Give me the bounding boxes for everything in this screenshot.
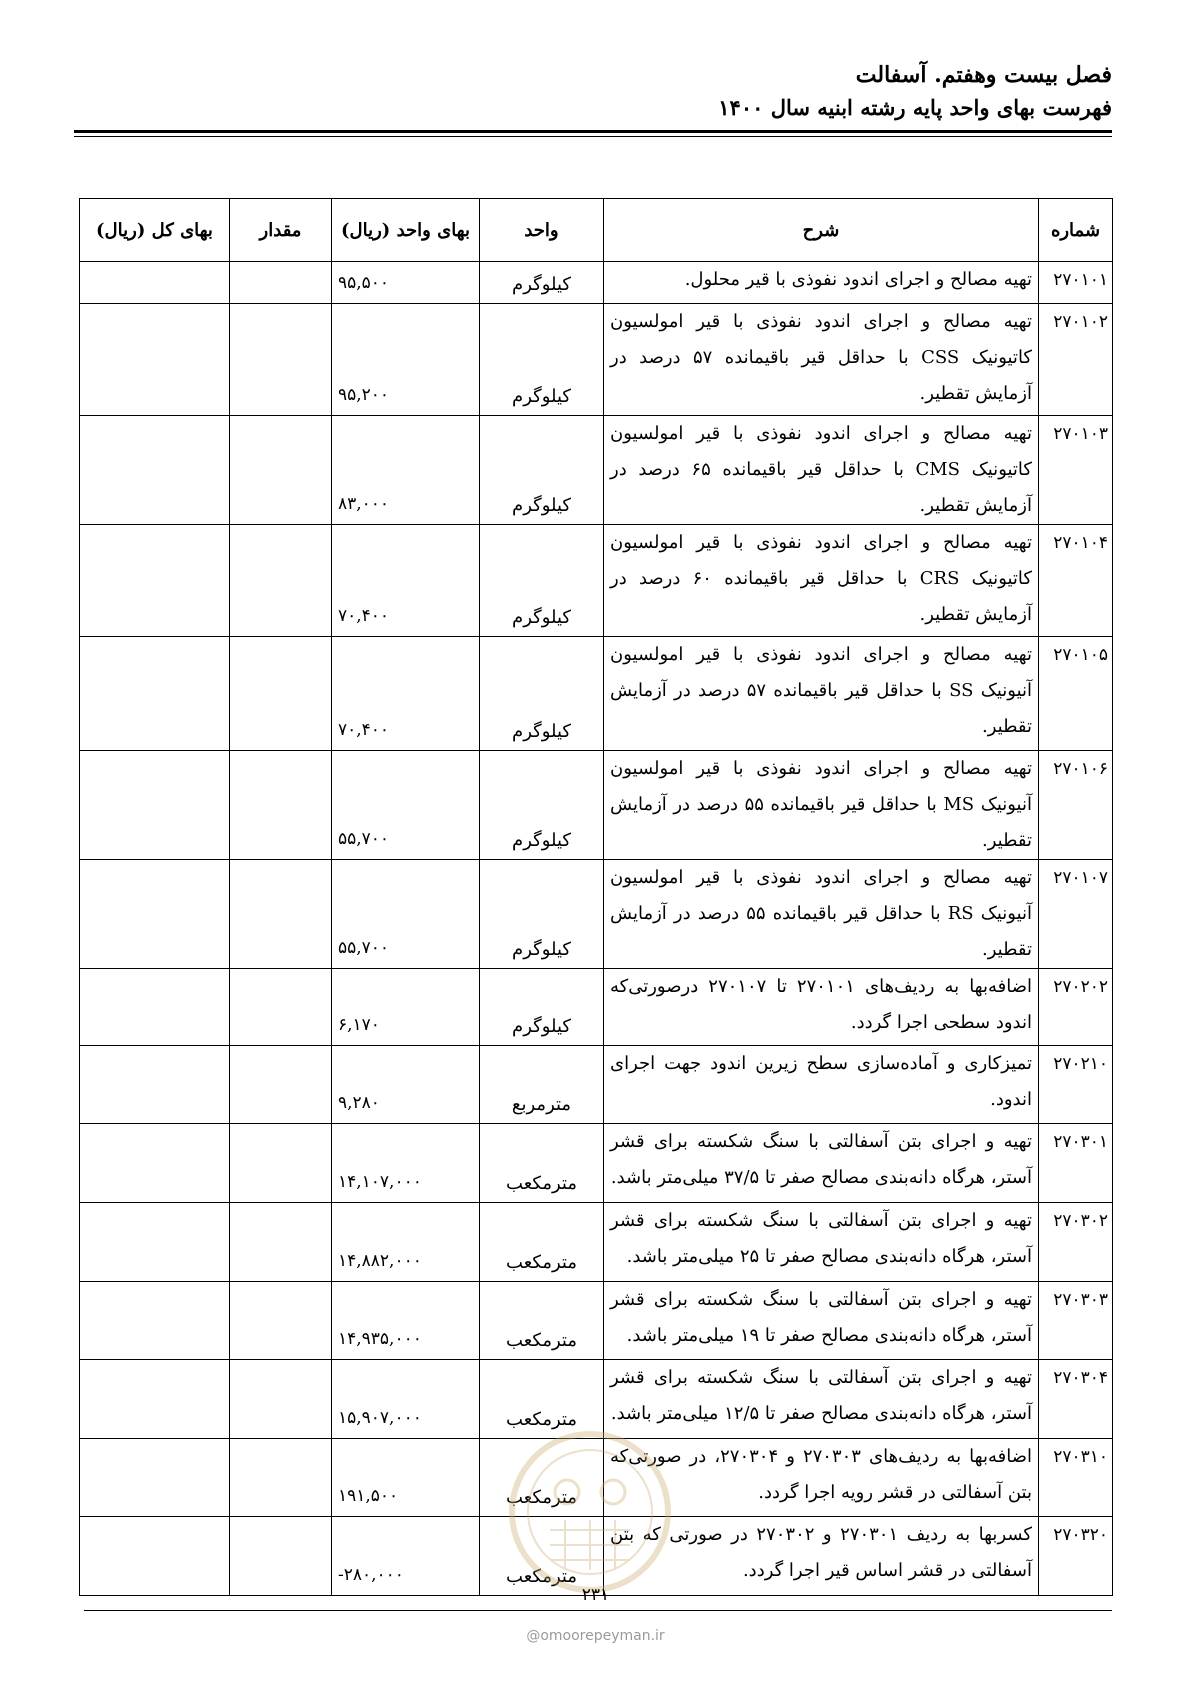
row-unit: کیلوگرم	[480, 637, 604, 751]
row-unit-price: ۹۵,۲۰۰	[332, 304, 480, 416]
row-code: ۲۷۰۳۰۲	[1039, 1203, 1113, 1282]
watermark-seal-icon	[505, 1420, 675, 1610]
row-unit: کیلوگرم	[480, 416, 604, 525]
header-rule-thick	[74, 130, 1112, 133]
row-unit-price: ۱۴,۱۰۷,۰۰۰	[332, 1124, 480, 1203]
table-row	[80, 1282, 1113, 1360]
row-quantity	[230, 416, 332, 525]
row-description: تهیه و اجرای بتن آسفالتی با سنگ شکسته برای قشر آستر، هرگاه دانه‌بندی مصالح صفر تا ۲۵ میلی‌متر باشد.	[604, 1203, 1039, 1282]
row-unit-price: ۷۰,۴۰۰	[332, 525, 480, 637]
table-row	[80, 262, 1113, 304]
row-description: تمیزکاری و آماده‌سازی سطح زیرین اندود جهت اجرای اندود.	[604, 1046, 1039, 1124]
row-quantity	[230, 1439, 332, 1517]
table-row	[80, 416, 1113, 525]
col-header-unit-price: بهای واحد (ریال)	[332, 199, 480, 262]
row-code: ۲۷۰۳۲۰	[1039, 1517, 1113, 1596]
chapter-title: فصل بیست وهفتم. آسفالت	[855, 62, 1112, 88]
footer-rule	[84, 1610, 1112, 1611]
watermark-text: @omoorepeyman.ir	[526, 1628, 665, 1644]
row-unit: کیلوگرم	[480, 751, 604, 860]
table-row	[80, 1203, 1113, 1282]
table-row	[80, 969, 1113, 1046]
table-row	[80, 1124, 1113, 1203]
col-header-unit: واحد	[480, 199, 604, 262]
row-unit-price: ۱۵,۹۰۷,۰۰۰	[332, 1360, 480, 1439]
row-code: ۲۷۰۱۰۴	[1039, 525, 1113, 637]
row-total-price	[80, 969, 230, 1046]
row-total-price	[80, 1517, 230, 1596]
row-unit: مترمکعب	[480, 1282, 604, 1360]
row-unit: مترمکعب	[480, 1517, 604, 1596]
row-unit-price: ۵۵,۷۰۰	[332, 860, 480, 969]
row-quantity	[230, 262, 332, 304]
row-total-price	[80, 860, 230, 969]
col-header-total-price: بهای کل (ریال)	[80, 199, 230, 262]
row-quantity	[230, 751, 332, 860]
row-quantity	[230, 1282, 332, 1360]
document-title: فهرست بهای واحد پایه رشته ابنیه سال ۱۴۰۰	[718, 95, 1112, 120]
row-total-price	[80, 1360, 230, 1439]
row-unit-price: ۱۴,۹۳۵,۰۰۰	[332, 1282, 480, 1360]
row-description: تهیه و اجرای بتن آسفالتی با سنگ شکسته برای قشر آستر، هرگاه دانه‌بندی مصالح صفر تا ۱۹ میلی‌متر باشد.	[604, 1282, 1039, 1360]
row-unit: مترمربع	[480, 1046, 604, 1124]
row-code: ۲۷۰۱۰۱	[1039, 262, 1113, 304]
row-total-price	[80, 262, 230, 304]
row-code: ۲۷۰۱۰۲	[1039, 304, 1113, 416]
col-header-description: شرح	[604, 199, 1039, 262]
row-unit-price: ۸۳,۰۰۰	[332, 416, 480, 525]
table-row	[80, 525, 1113, 637]
table-row	[80, 637, 1113, 751]
row-unit: مترمکعب	[480, 1439, 604, 1517]
row-unit-price: -۲۸۰,۰۰۰	[332, 1517, 480, 1596]
row-code: ۲۷۰۳۰۳	[1039, 1282, 1113, 1360]
row-quantity	[230, 1124, 332, 1203]
row-quantity	[230, 525, 332, 637]
row-description: تهیه مصالح و اجرای اندود نفوذی با قیر محلول.	[604, 262, 1039, 304]
row-quantity	[230, 637, 332, 751]
table-row	[80, 1046, 1113, 1124]
row-code: ۲۷۰۳۰۴	[1039, 1360, 1113, 1439]
row-description: تهیه مصالح و اجرای اندود نفوذی با قیر امولسیون آنیونیک RS با حداقل قیر باقیمانده ۵۵ درصد در آزمایش تقطیر.	[604, 860, 1039, 969]
row-quantity	[230, 969, 332, 1046]
row-code: ۲۷۰۳۰۱	[1039, 1124, 1113, 1203]
row-description: تهیه مصالح و اجرای اندود نفوذی با قیر امولسیون کاتیونیک CRS با حداقل قیر باقیمانده ۶۰ درصد در آزمایش تقطیر.	[604, 525, 1039, 637]
row-quantity	[230, 1046, 332, 1124]
row-quantity	[230, 304, 332, 416]
row-unit-price: ۵۵,۷۰۰	[332, 751, 480, 860]
row-unit: کیلوگرم	[480, 525, 604, 637]
row-total-price	[80, 1124, 230, 1203]
row-total-price	[80, 751, 230, 860]
row-total-price	[80, 637, 230, 751]
page-header	[718, 58, 1112, 124]
row-total-price	[80, 1439, 230, 1517]
table-header-row	[80, 199, 1113, 262]
row-quantity	[230, 860, 332, 969]
row-unit: مترمکعب	[480, 1360, 604, 1439]
row-quantity	[230, 1360, 332, 1439]
row-total-price	[80, 416, 230, 525]
row-description: تهیه و اجرای بتن آسفالتی با سنگ شکسته برای قشر آستر، هرگاه دانه‌بندی مصالح صفر تا ۳۷/۵ میلی‌متر باشد.	[604, 1124, 1039, 1203]
row-code: ۲۷۰۲۱۰	[1039, 1046, 1113, 1124]
row-total-price	[80, 1203, 230, 1282]
row-unit: کیلوگرم	[480, 860, 604, 969]
table-row	[80, 751, 1113, 860]
row-unit-price: ۶,۱۷۰	[332, 969, 480, 1046]
row-unit: کیلوگرم	[480, 304, 604, 416]
row-code: ۲۷۰۱۰۶	[1039, 751, 1113, 860]
row-description: تهیه مصالح و اجرای اندود نفوذی با قیر امولسیون آنیونیک SS با حداقل قیر باقیمانده ۵۷ درصد در آزمایش تقطیر.	[604, 637, 1039, 751]
row-description: تهیه مصالح و اجرای اندود نفوذی با قیر امولسیون کاتیونیک CSS با حداقل قیر باقیمانده ۵۷ درصد در آزمایش تقطیر.	[604, 304, 1039, 416]
table-row	[80, 860, 1113, 969]
row-code: ۲۷۰۲۰۲	[1039, 969, 1113, 1046]
row-unit: مترمکعب	[480, 1124, 604, 1203]
row-code: ۲۷۰۳۱۰	[1039, 1439, 1113, 1517]
price-table	[79, 198, 1113, 1596]
row-unit: کیلوگرم	[480, 262, 604, 304]
row-description: اضافه‌بها به ردیف‌های ۲۷۰۱۰۱ تا ۲۷۰۱۰۷ درصورتی‌که اندود سطحی اجرا گردد.	[604, 969, 1039, 1046]
row-total-price	[80, 1282, 230, 1360]
row-total-price	[80, 1046, 230, 1124]
row-total-price	[80, 525, 230, 637]
row-unit-price: ۹۵,۵۰۰	[332, 262, 480, 304]
row-description: تهیه و اجرای بتن آسفالتی با سنگ شکسته برای قشر آستر، هرگاه دانه‌بندی مصالح صفر تا ۱۲/۵ میلی‌متر باشد.	[604, 1360, 1039, 1439]
header-rule-thin	[74, 136, 1112, 137]
row-code: ۲۷۰۱۰۵	[1039, 637, 1113, 751]
row-quantity	[230, 1517, 332, 1596]
row-unit-price: ۱۹۱,۵۰۰	[332, 1439, 480, 1517]
page-number: ۲۳۱	[581, 1585, 610, 1605]
row-unit-price: ۱۴,۸۸۲,۰۰۰	[332, 1203, 480, 1282]
row-description: اضافه‌بها به ردیف‌های ۲۷۰۳۰۳ و ۲۷۰۳۰۴، در صورتی‌که بتن آسفالتی در قشر رویه اجرا گردد.	[604, 1439, 1039, 1517]
row-unit-price: ۷۰,۴۰۰	[332, 637, 480, 751]
table-row	[80, 304, 1113, 416]
row-description: تهیه مصالح و اجرای اندود نفوذی با قیر امولسیون آنیونیک MS با حداقل قیر باقیمانده ۵۵ درصد در آزمایش تقطیر.	[604, 751, 1039, 860]
row-description: تهیه مصالح و اجرای اندود نفوذی با قیر امولسیون کاتیونیک CMS با حداقل قیر باقیمانده ۶۵ درصد در آزمایش تقطیر.	[604, 416, 1039, 525]
col-header-quantity: مقدار	[230, 199, 332, 262]
row-description: کسربها به ردیف ۲۷۰۳۰۱ و ۲۷۰۳۰۲ در صورتی که بتن آسفالتی در قشر اساس قیر اجرا گردد.	[604, 1517, 1039, 1596]
col-header-code: شماره	[1039, 199, 1113, 262]
row-code: ۲۷۰۱۰۳	[1039, 416, 1113, 525]
row-code: ۲۷۰۱۰۷	[1039, 860, 1113, 969]
row-quantity	[230, 1203, 332, 1282]
row-total-price	[80, 304, 230, 416]
row-unit-price: ۹,۲۸۰	[332, 1046, 480, 1124]
row-unit: کیلوگرم	[480, 969, 604, 1046]
row-unit: مترمکعب	[480, 1203, 604, 1282]
